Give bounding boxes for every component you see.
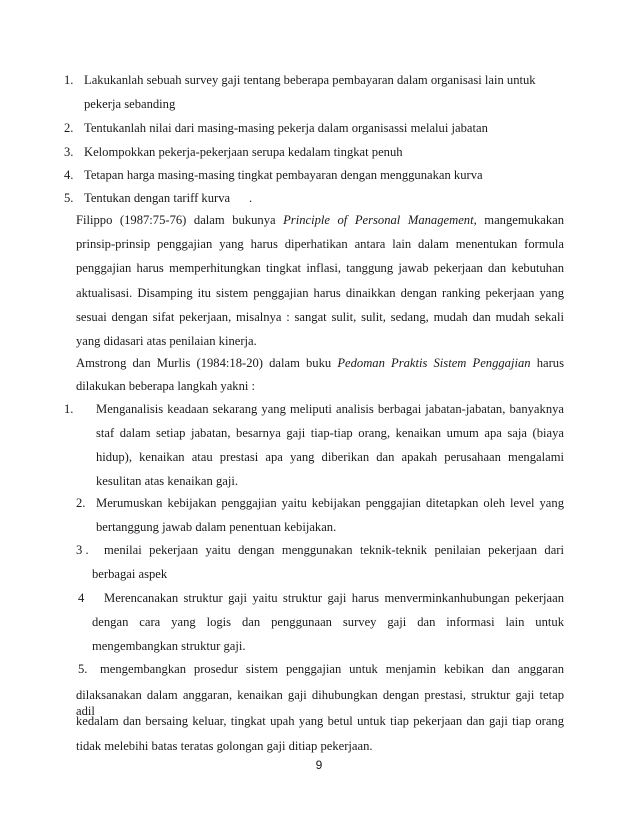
paragraph-line: Filippo (1987:75-76) dalam bukunya Principle of Personal Management, mangemukakan — [76, 213, 565, 227]
list-item-text: Menganalisis keadaan sekarang yang meliputi analisis berbagai jabatan-jabatan, banyaknya — [96, 402, 564, 416]
list-item-text: bertanggung jawab dalam penentuan kebijakan. — [96, 520, 337, 534]
list-item-text: kedalam dan bersaing keluar, tingkat upah yang betul untuk tiap pekerjaan dan gaji tiap orang — [76, 714, 564, 728]
list-item-text: Tentukan dengan tariff kurva . — [84, 191, 253, 205]
list-number: 1. — [64, 402, 74, 416]
list-item-text: Merumuskan kebijakan penggajian yaitu kebijakan penggajian ditetapkan oleh level yang — [96, 496, 564, 510]
list-number: 2. — [76, 496, 86, 510]
page-number: 9 — [315, 758, 323, 772]
list-number: 3 . — [76, 543, 89, 557]
list-item-text: pekerja sebanding — [84, 97, 176, 111]
list-item-text: tidak melebihi batas teratas golongan gaji ditiap pekerjaan. — [76, 739, 373, 753]
list-number: 4. — [64, 168, 74, 182]
list-item-text: Merencanakan struktur gaji yaitu struktur gaji harus menverminkanhubungan pekerjaan — [104, 591, 564, 605]
list-number: 1. — [64, 73, 74, 87]
list-number: 3. — [64, 145, 74, 159]
paragraph-line: Amstrong dan Murlis (1984:18-20) dalam buku Pedoman Praktis Sistem Penggajian harus — [76, 356, 564, 370]
book-title: Pedoman Praktis Sistem Penggajian — [337, 356, 531, 370]
book-title: Principle of Personal Management — [283, 213, 474, 227]
list-item-text: menilai pekerjaan yaitu dengan menggunakan teknik-teknik penilaian pekerjaan dari — [104, 543, 564, 557]
list-item-text: kesulitan atas kenaikan gaji. — [96, 474, 238, 488]
list-item-text: Kelompokkan pekerja-pekerjaan serupa kedalam tingkat penuh — [84, 145, 403, 159]
paragraph-line: aktualisasi. Disamping itu sistem penggajian harus dinaikkan dengan ranking pekerjaan yang — [76, 286, 564, 300]
list-item-text: Tetapan harga masing-masing tingkat pembayaran dengan menggunakan kurva — [84, 168, 483, 182]
list-item-text: Tentukanlah nilai dari masing-masing pekerja dalam organisassi melalui jabatan — [84, 121, 488, 135]
paragraph-line: dilakukan beberapa langkah yakni : — [76, 379, 256, 393]
list-item-text: hidup), kenaikan atau prestasi apa yang diberikan dan apakah perusahaan mengalami — [96, 450, 564, 464]
list-number: 5. — [78, 662, 88, 676]
list-number: 4 — [78, 591, 85, 605]
list-item-text: mengembangkan prosedur sistem penggajian untuk menjamin kebikan dan anggaran — [100, 662, 564, 676]
list-item-text: dengan cara yang logis dan penggunaan survey gaji dan informasi lain untuk — [92, 615, 564, 629]
list-item-text: Lakukanlah sebuah survey gaji tentang beberapa pembayaran dalam organisasi lain untuk — [84, 73, 536, 87]
list-number: 5. — [64, 191, 74, 205]
paragraph-line: yang didasari atas penilaian kinerja. — [76, 334, 257, 348]
paragraph-line: sesuai dengan sifat pekerjaan, misalnya : sangat sulit, sulit, sedang, mudah dan mudah sekali — [76, 310, 564, 324]
list-number: 2. — [64, 121, 74, 135]
list-item-text: berbagai aspek — [92, 567, 168, 581]
list-item-text: staf dalam setiap jabatan, besarnya gaji tiap-tiap orang, kenaikan umum apa saja (biaya — [96, 426, 564, 440]
list-item-text: mengembangkan struktur gaji. — [92, 639, 246, 653]
paragraph-line: prinsip-prinsip penggajian yang harus diperhatikan antara lain dalam menentukan formula — [76, 237, 564, 251]
list-item-text: dilaksanakan dalam anggaran, kenaikan gaji dihubungkan dengan prestasi, struktur gaji tetap adil — [76, 688, 564, 718]
paragraph-line: penggajian harus memperhitungkan tingkat inflasi, tanggung jawab pekerjaan dan kebutuhan — [76, 261, 564, 275]
